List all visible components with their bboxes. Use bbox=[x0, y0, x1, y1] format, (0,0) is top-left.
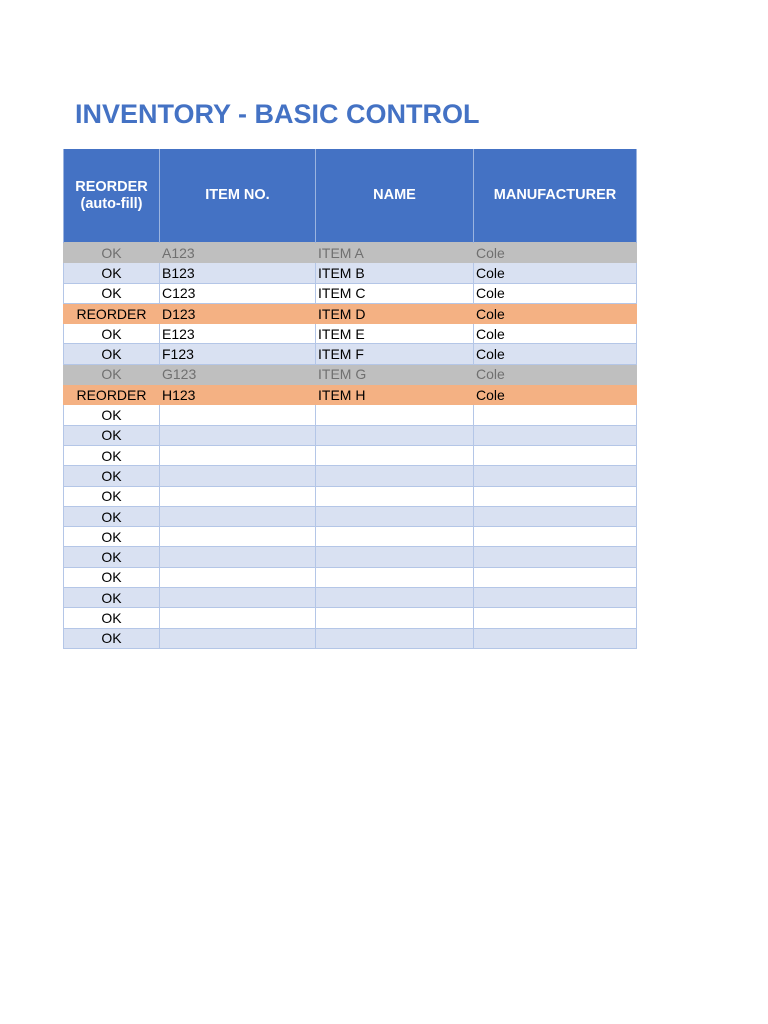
table-row bbox=[64, 547, 637, 567]
table-body bbox=[64, 243, 637, 649]
item-no-cell[interactable]: H123 bbox=[160, 385, 316, 405]
manufacturer-cell[interactable] bbox=[474, 466, 637, 486]
item-no-cell[interactable]: D123 bbox=[160, 303, 316, 323]
item-no-cell[interactable]: G123 bbox=[160, 364, 316, 384]
table-row bbox=[64, 527, 637, 547]
name-cell[interactable]: ITEM F bbox=[316, 344, 474, 364]
item-no-cell[interactable] bbox=[160, 527, 316, 547]
status-cell[interactable]: OK bbox=[64, 283, 160, 303]
table-row bbox=[64, 588, 637, 608]
name-cell[interactable] bbox=[316, 405, 474, 425]
column-header-name[interactable]: NAME bbox=[316, 149, 474, 243]
name-cell[interactable]: ITEM H bbox=[316, 385, 474, 405]
item-no-cell[interactable] bbox=[160, 506, 316, 526]
item-no-cell[interactable] bbox=[160, 405, 316, 425]
name-cell[interactable]: ITEM A bbox=[316, 243, 474, 263]
manufacturer-cell[interactable]: Cole bbox=[474, 385, 637, 405]
status-cell[interactable]: OK bbox=[64, 547, 160, 567]
table-row bbox=[64, 344, 637, 364]
status-cell[interactable]: OK bbox=[64, 628, 160, 648]
column-header-reorder[interactable] bbox=[64, 149, 160, 243]
status-cell[interactable]: OK bbox=[64, 506, 160, 526]
status-cell[interactable]: OK bbox=[64, 344, 160, 364]
name-cell[interactable]: ITEM D bbox=[316, 303, 474, 323]
manufacturer-cell[interactable]: Cole bbox=[474, 344, 637, 364]
manufacturer-cell[interactable] bbox=[474, 547, 637, 567]
name-cell[interactable] bbox=[316, 527, 474, 547]
name-cell[interactable]: ITEM B bbox=[316, 263, 474, 283]
status-cell[interactable]: OK bbox=[64, 486, 160, 506]
manufacturer-cell[interactable] bbox=[474, 506, 637, 526]
name-cell[interactable]: ITEM E bbox=[316, 324, 474, 344]
item-no-cell[interactable]: B123 bbox=[160, 263, 316, 283]
manufacturer-cell[interactable] bbox=[474, 445, 637, 465]
table-row bbox=[64, 243, 637, 263]
item-no-cell[interactable] bbox=[160, 445, 316, 465]
manufacturer-cell[interactable] bbox=[474, 588, 637, 608]
manufacturer-cell[interactable]: Cole bbox=[474, 364, 637, 384]
table-row bbox=[64, 466, 637, 486]
name-cell[interactable]: ITEM C bbox=[316, 283, 474, 303]
table-row bbox=[64, 385, 637, 405]
table-row bbox=[64, 364, 637, 384]
status-cell[interactable]: OK bbox=[64, 588, 160, 608]
table-row bbox=[64, 324, 637, 344]
name-cell[interactable] bbox=[316, 445, 474, 465]
status-cell[interactable]: OK bbox=[64, 567, 160, 587]
manufacturer-cell[interactable] bbox=[474, 527, 637, 547]
status-cell[interactable]: OK bbox=[64, 445, 160, 465]
table-row bbox=[64, 486, 637, 506]
table-row bbox=[64, 628, 637, 648]
table-row bbox=[64, 608, 637, 628]
status-cell[interactable]: OK bbox=[64, 364, 160, 384]
column-header-manufacturer[interactable]: MANUFACTURER bbox=[474, 149, 637, 243]
manufacturer-cell[interactable]: Cole bbox=[474, 324, 637, 344]
column-header-item-no[interactable]: ITEM NO. bbox=[160, 149, 316, 243]
name-cell[interactable]: ITEM G bbox=[316, 364, 474, 384]
name-cell[interactable] bbox=[316, 486, 474, 506]
manufacturer-cell[interactable] bbox=[474, 608, 637, 628]
manufacturer-cell[interactable]: Cole bbox=[474, 303, 637, 323]
status-cell[interactable]: OK bbox=[64, 243, 160, 263]
name-cell[interactable] bbox=[316, 466, 474, 486]
item-no-cell[interactable] bbox=[160, 547, 316, 567]
table-row bbox=[64, 567, 637, 587]
manufacturer-cell[interactable]: Cole bbox=[474, 263, 637, 283]
table-row bbox=[64, 425, 637, 445]
manufacturer-cell[interactable] bbox=[474, 567, 637, 587]
status-cell[interactable]: OK bbox=[64, 324, 160, 344]
table-row bbox=[64, 303, 637, 323]
manufacturer-cell[interactable] bbox=[474, 425, 637, 445]
item-no-cell[interactable]: A123 bbox=[160, 243, 316, 263]
status-cell[interactable]: OK bbox=[64, 263, 160, 283]
item-no-cell[interactable] bbox=[160, 608, 316, 628]
item-no-cell[interactable] bbox=[160, 466, 316, 486]
table-row bbox=[64, 263, 637, 283]
table-row bbox=[64, 445, 637, 465]
column-header-reorder-line1: REORDER bbox=[75, 178, 148, 195]
status-cell[interactable]: OK bbox=[64, 466, 160, 486]
item-no-cell[interactable] bbox=[160, 425, 316, 445]
page-title: INVENTORY - BASIC CONTROL bbox=[75, 99, 480, 129]
item-no-cell[interactable]: E123 bbox=[160, 324, 316, 344]
table-header-row bbox=[64, 149, 637, 243]
table-row bbox=[64, 283, 637, 303]
name-cell[interactable] bbox=[316, 628, 474, 648]
column-header-reorder-line2: (auto-fill) bbox=[80, 195, 143, 212]
status-cell[interactable]: REORDER bbox=[64, 303, 160, 323]
manufacturer-cell[interactable] bbox=[474, 405, 637, 425]
inventory-table bbox=[63, 149, 637, 649]
item-no-cell[interactable] bbox=[160, 588, 316, 608]
item-no-cell[interactable] bbox=[160, 628, 316, 648]
name-cell[interactable] bbox=[316, 608, 474, 628]
manufacturer-cell[interactable] bbox=[474, 628, 637, 648]
name-cell[interactable] bbox=[316, 425, 474, 445]
name-cell[interactable] bbox=[316, 588, 474, 608]
manufacturer-cell[interactable]: Cole bbox=[474, 283, 637, 303]
name-cell[interactable] bbox=[316, 547, 474, 567]
table-row bbox=[64, 506, 637, 526]
item-no-cell[interactable]: F123 bbox=[160, 344, 316, 364]
table-row bbox=[64, 405, 637, 425]
status-cell[interactable]: OK bbox=[64, 405, 160, 425]
status-cell[interactable]: OK bbox=[64, 608, 160, 628]
name-cell[interactable] bbox=[316, 506, 474, 526]
name-cell[interactable] bbox=[316, 567, 474, 587]
item-no-cell[interactable] bbox=[160, 486, 316, 506]
status-cell[interactable]: OK bbox=[64, 527, 160, 547]
item-no-cell[interactable]: C123 bbox=[160, 283, 316, 303]
manufacturer-cell[interactable]: Cole bbox=[474, 243, 637, 263]
item-no-cell[interactable] bbox=[160, 567, 316, 587]
status-cell[interactable]: REORDER bbox=[64, 385, 160, 405]
status-cell[interactable]: OK bbox=[64, 425, 160, 445]
manufacturer-cell[interactable] bbox=[474, 486, 637, 506]
